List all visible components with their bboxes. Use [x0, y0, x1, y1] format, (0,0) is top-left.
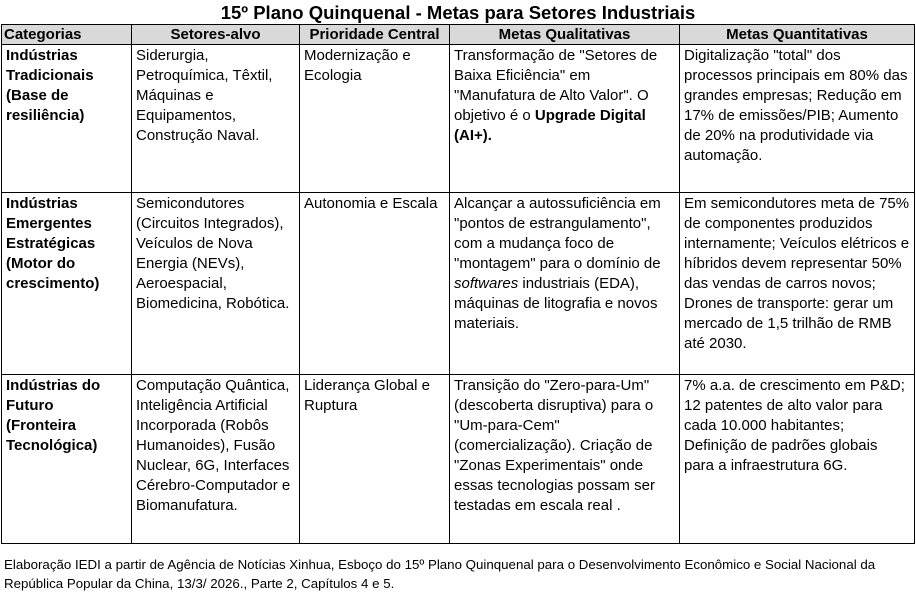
- quantitativas-cell: 7% a.a. de crescimento em P&D; 12 patentes de alto valor para cada 10.000 habitantes; Definição de padrões globais para a infraestrutura 6G.: [680, 375, 915, 544]
- header-quantitativas: Metas Quantitativas: [680, 25, 915, 45]
- table-row: [2, 375, 915, 544]
- qualitativas-italic-text: softwares: [454, 275, 519, 292]
- setores-cell: Computação Quântica, Inteligência Artificial Incorporada (Robôs Humanoides), Fusão Nuclear, 6G, Interfaces Cérebro-Computador e Biomanufatura.: [132, 375, 300, 544]
- qualitativas-cell: Transição do "Zero-para-Um" (descoberta disruptiva) para o "Um-para-Cem" (comercialização). Criação de "Zonas Experimentais" onde essas tecnologias possam ser testadas em escala real .: [450, 375, 680, 544]
- prioridade-cell: Liderança Global e Ruptura: [300, 375, 450, 544]
- qualitativas-text-after: industriais (EDA), máquinas de litografia e novos materiais.: [454, 275, 658, 332]
- header-qualitativas: Metas Qualitativas: [450, 25, 680, 45]
- header-prioridade: Prioridade Central: [300, 25, 450, 45]
- setores-cell: Semicondutores (Circuitos Integrados), Veículos de Nova Energia (NEVs), Aeroespacial, Biomedicina, Robótica.: [132, 193, 300, 375]
- header-categorias: Categorias: [2, 25, 132, 45]
- categoria-cell: Indústrias Tradicionais (Base de resiliência): [2, 45, 132, 193]
- table-row: [2, 45, 915, 193]
- setores-cell: Siderurgia, Petroquímica, Têxtil, Máquinas e Equipamentos, Construção Naval.: [132, 45, 300, 193]
- qualitativas-cell: [450, 45, 680, 193]
- qualitativas-bold-text: Upgrade Digital (AI+).: [454, 107, 646, 144]
- qualitativas-text: Transformação de "Setores de Baixa Eficiência" em "Manufatura de Alto Valor". O objetivo é o: [454, 47, 658, 124]
- quantitativas-cell: Digitalização "total" dos processos principais em 80% das grandes empresas; Redução em 17% de emissões/PIB; Aumento de 20% na produtividade via automação.: [680, 45, 915, 193]
- table-row: [2, 193, 915, 375]
- page-title: 15º Plano Quinquenal - Metas para Setores Industriais: [220, 2, 696, 23]
- prioridade-cell: Modernização e Ecologia: [300, 45, 450, 193]
- header-setores: Setores-alvo: [132, 25, 300, 45]
- qualitativas-cell: [450, 193, 680, 375]
- qualitativas-text: Alcançar a autossuficiência em "pontos de estrangulamento", com a mudança foco de "montagem" para o domínio de: [454, 195, 661, 272]
- quantitativas-cell: Em semicondutores meta de 75% de componentes produzidos internamente; Veículos elétricos e híbridos devem representar 50% das vendas de carros novos; Drones de transporte: gerar um mercado de 1,5 trilhão de RMB até 2030.: [680, 193, 915, 375]
- source-footnote: Elaboração IEDI a partir de Agência de Notícias Xinhua, Esboço do 15º Plano Quinquenal para o Desenvolvimento Econômico e Social Nacional da República Popular da China, 13/3/ 2026., Parte 2, Capítulos 4 e 5.: [4, 557, 876, 591]
- categoria-cell: Indústrias Emergentes Estratégicas (Motor do crescimento): [2, 193, 132, 375]
- header-row: [2, 25, 915, 45]
- industrial-goals-table: [1, 24, 915, 544]
- categoria-cell: Indústrias do Futuro (Fronteira Tecnológica): [2, 375, 132, 544]
- prioridade-cell: Autonomia e Escala: [300, 193, 450, 375]
